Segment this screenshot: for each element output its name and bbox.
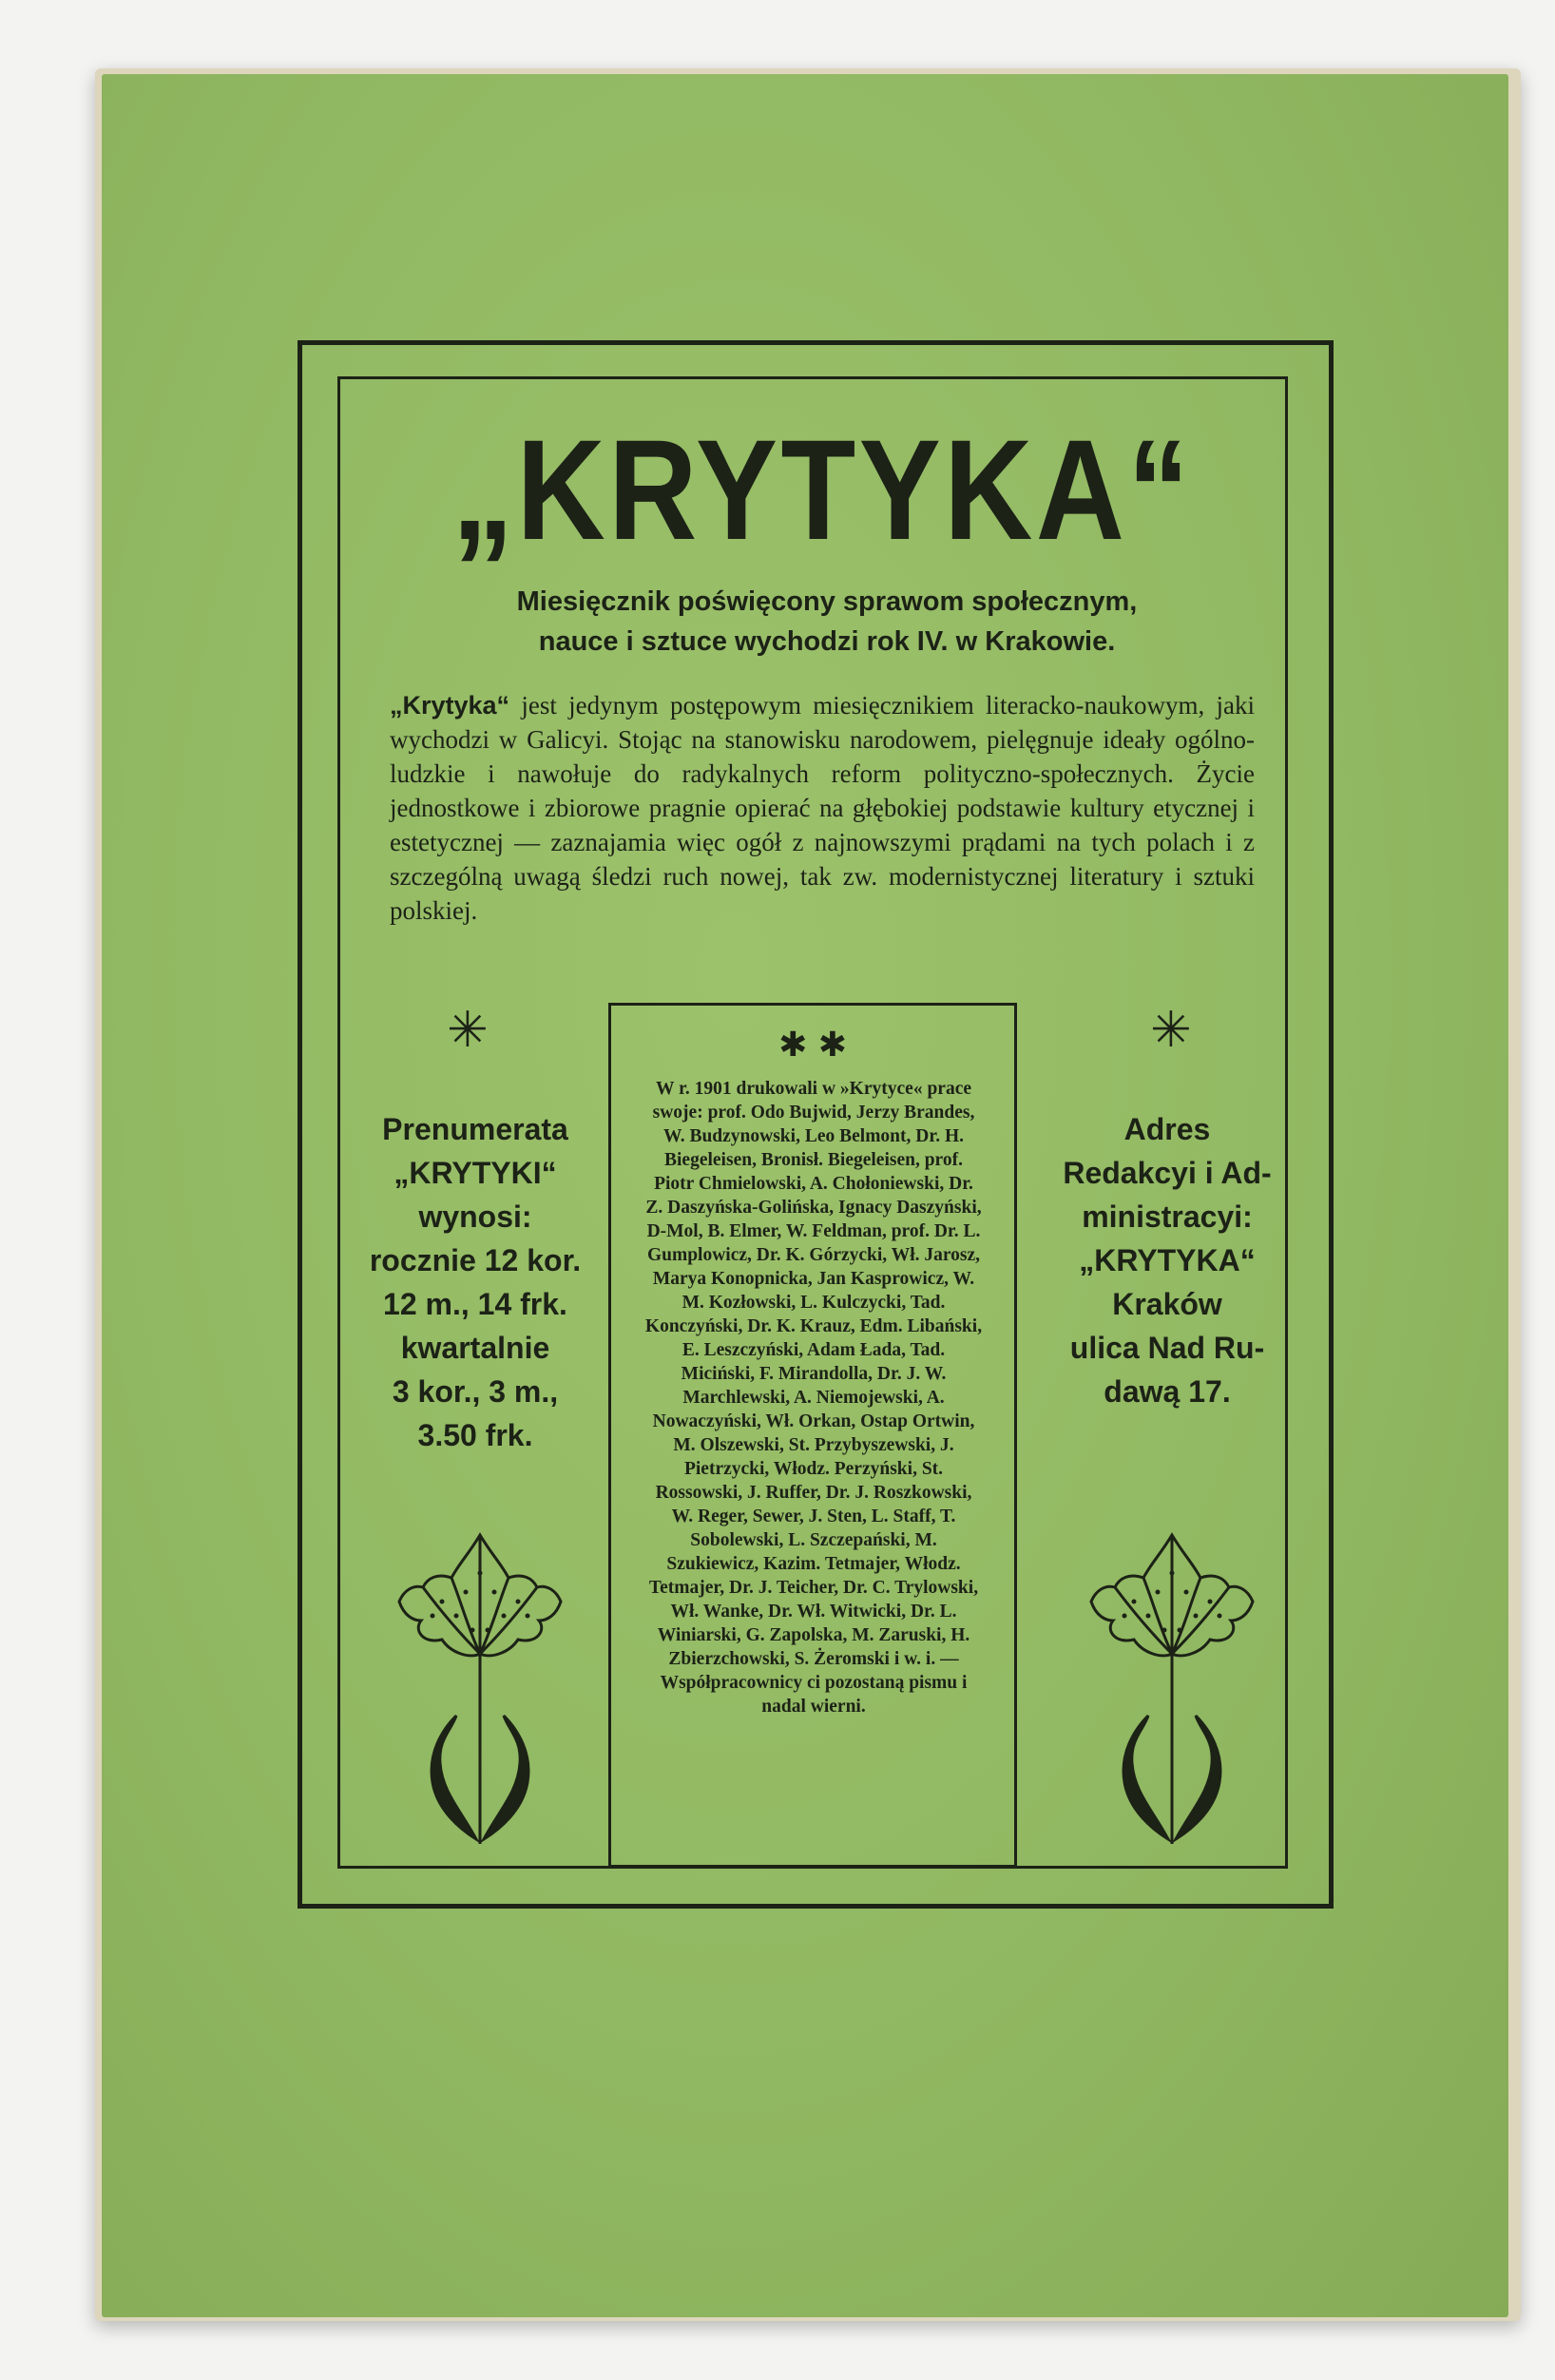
subscription-line: wynosi: (418, 1200, 532, 1234)
subscription-line: kwartalnie (400, 1331, 550, 1365)
subscription-line: 3 kor., 3 m., (392, 1374, 559, 1409)
address-line: Redakcyi i Ad- (1063, 1156, 1272, 1190)
address-line: „KRYTYKA“ (1079, 1243, 1256, 1277)
subtitle-line: Miesięcznik poświęcony sprawom społecznym, (516, 586, 1138, 617)
address-info (1053, 1107, 1281, 1413)
intro-lead: „Krytyka“ (390, 691, 510, 720)
address-line: Adres (1123, 1112, 1211, 1146)
intro-text: jest jedynym postępowym miesięcznikiem literacko-naukowym, jaki wychodzi w Galicyi. Stojąc na stanowisku narodowem, pielęgnuje ideały ogólno-ludzkie i nawołuje do radykalnych reform polityczno-społecznych. Życie jednostkowe i zbiorowe pragnie opierać na głębokiej podstawie kultury etycznej i estetycznej — zaznajamia więc ogół z najnowszymi prądami na tych polach i z szczególną uwagą śledzi ruch nowej, tak zw. modernistycznej literatury i sztuki polskiej. (390, 691, 1255, 925)
subscription-line: rocznie 12 kor. (369, 1243, 582, 1277)
page-title: „KRYTYKA“ (451, 410, 1193, 569)
subscription-info (356, 1107, 594, 1457)
address-line: ministracyi: (1082, 1200, 1253, 1234)
intro-paragraph (390, 688, 1255, 928)
right-asterism-icon: ✳ (1150, 1002, 1192, 1059)
contributors-text: W r. 1901 drukowali w »Krytyce« prace swoje: prof. Odo Bujwid, Jerzy Brandes, W. Budzynowski, Leo Belmont, Dr. H. Biegeleisen, Bronisł. Biegeleisen, prof. Piotr Chmielowski, A. Chołoniewski, Dr. Z. Daszyńska-Golińska, Ignacy Daszyński, D-Mol, B. Elmer, W. Feldman, prof. Dr. L. Gumplowicz, Dr. K. Górzycki, Wł. Jarosz, Marya Konopnicka, Jan Kasprowicz, W. M. Kozłowski, L. Kulczycki, Tad. Konczyński, Dr. K. Krauz, Edm. Libański, E. Leszczyński, Adam Łada, Tad. Miciński, F. Mirandolla, Dr. J. W. Marchlewski, A. Niemojewski, A. Nowaczyński, Wł. Orkan, Ostap Ortwin, M. Olszewski, St. Przybyszewski, J. Pietrzycki, Włodz. Perzyński, St. Rossowski, J. Ruffer, Dr. J. Roszkowski, W. Reger, Sewer, J. Sten, L. Staff, T. Sobolewski, L. Szczepański, M. Szukiewicz, Kazim. Tetmajer, Włodz. Tetmajer, Dr. J. Teicher, Dr. C. Trylowski, Wł. Wanke, Dr. Wł. Witwicki, Dr. L. Winiarski, G. Zapolska, M. Zaruski, H. Zbierzchowski, S. Żeromski i w. i. — Współpracownicy ci pozostaną pismu i nadal wierni. (644, 1079, 983, 1717)
subtitle-line: nauce i sztuce wychodzi rok IV. w Krakowie. (538, 626, 1116, 657)
address-line: Kraków (1112, 1287, 1222, 1321)
subtitle (399, 582, 1255, 662)
address-line: dawą 17. (1104, 1374, 1231, 1409)
subscription-line: Prenumerata (382, 1112, 568, 1146)
right-tulip-ornament-icon (1077, 1526, 1267, 1849)
center-stars-icon: ✱ ✱ (778, 1026, 847, 1065)
left-asterism-icon: ✳ (447, 1002, 489, 1059)
left-tulip-ornament-icon (385, 1526, 575, 1849)
subscription-line: 12 m., 14 frk. (383, 1287, 567, 1321)
subscription-line: 3.50 frk. (417, 1418, 533, 1452)
address-line: ulica Nad Ru- (1069, 1331, 1265, 1365)
subscription-line: „KRYTYKI“ (394, 1156, 557, 1190)
